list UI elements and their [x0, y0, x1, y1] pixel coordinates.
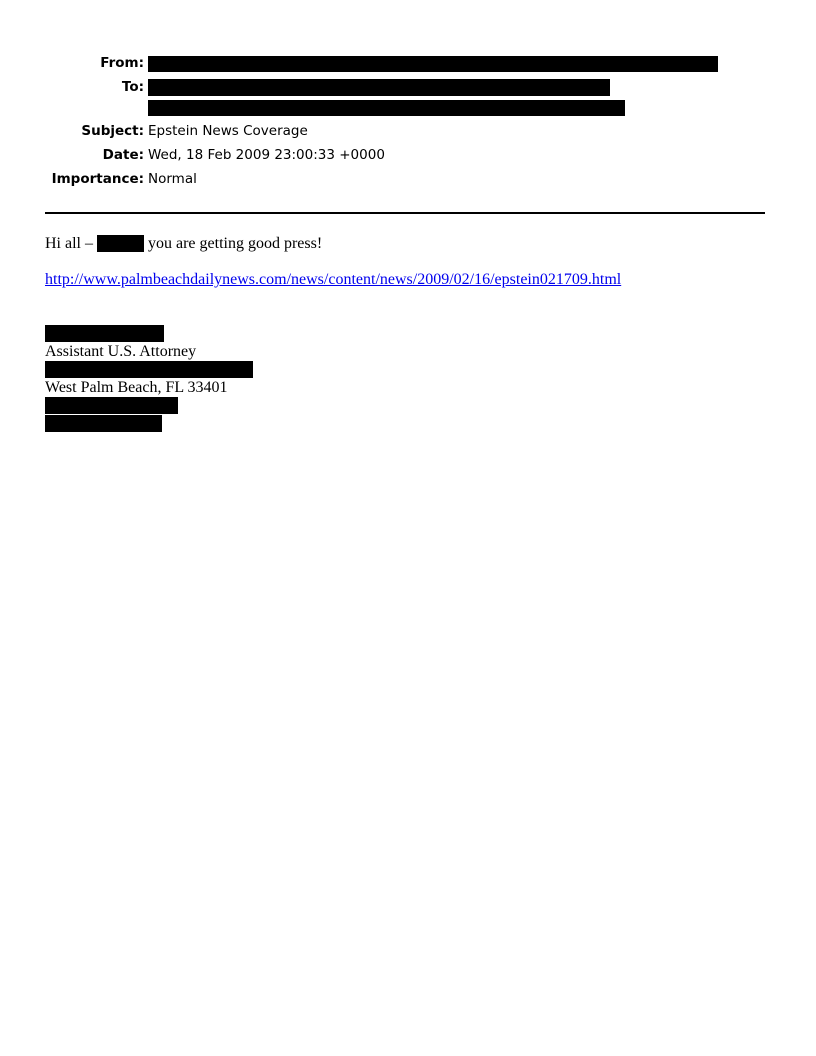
- from-redaction: [148, 56, 718, 72]
- subject-value: Epstein News Coverage: [148, 123, 308, 139]
- to-label: To:: [121, 79, 144, 95]
- signature-title: Assistant U.S. Attorney: [45, 343, 197, 360]
- name-redaction: [97, 235, 144, 252]
- signature-name-redaction: [45, 325, 164, 342]
- to-redaction-line-1: [148, 79, 610, 96]
- article-link[interactable]: http://www.palmbeachdailynews.com/news/content/news/2009/02/16/epstein021709.html: [45, 271, 622, 288]
- date-label: Date:: [102, 147, 144, 163]
- from-label: From:: [100, 55, 144, 71]
- importance-label: Importance:: [51, 171, 144, 187]
- date-value: Wed, 18 Feb 2009 23:00:33 +0000: [148, 147, 385, 163]
- signature-address-redaction: [45, 361, 253, 378]
- subject-label: Subject:: [81, 123, 144, 139]
- header-divider: [45, 212, 765, 214]
- greeting-start: Hi all –: [45, 235, 93, 252]
- to-redaction-line-2: [148, 100, 625, 116]
- signature-email-redaction: [45, 415, 162, 432]
- greeting-end: you are getting good press!: [148, 235, 323, 252]
- signature-city: West Palm Beach, FL 33401: [45, 379, 228, 396]
- signature-phone-redaction: [45, 397, 178, 414]
- importance-value: Normal: [148, 171, 197, 187]
